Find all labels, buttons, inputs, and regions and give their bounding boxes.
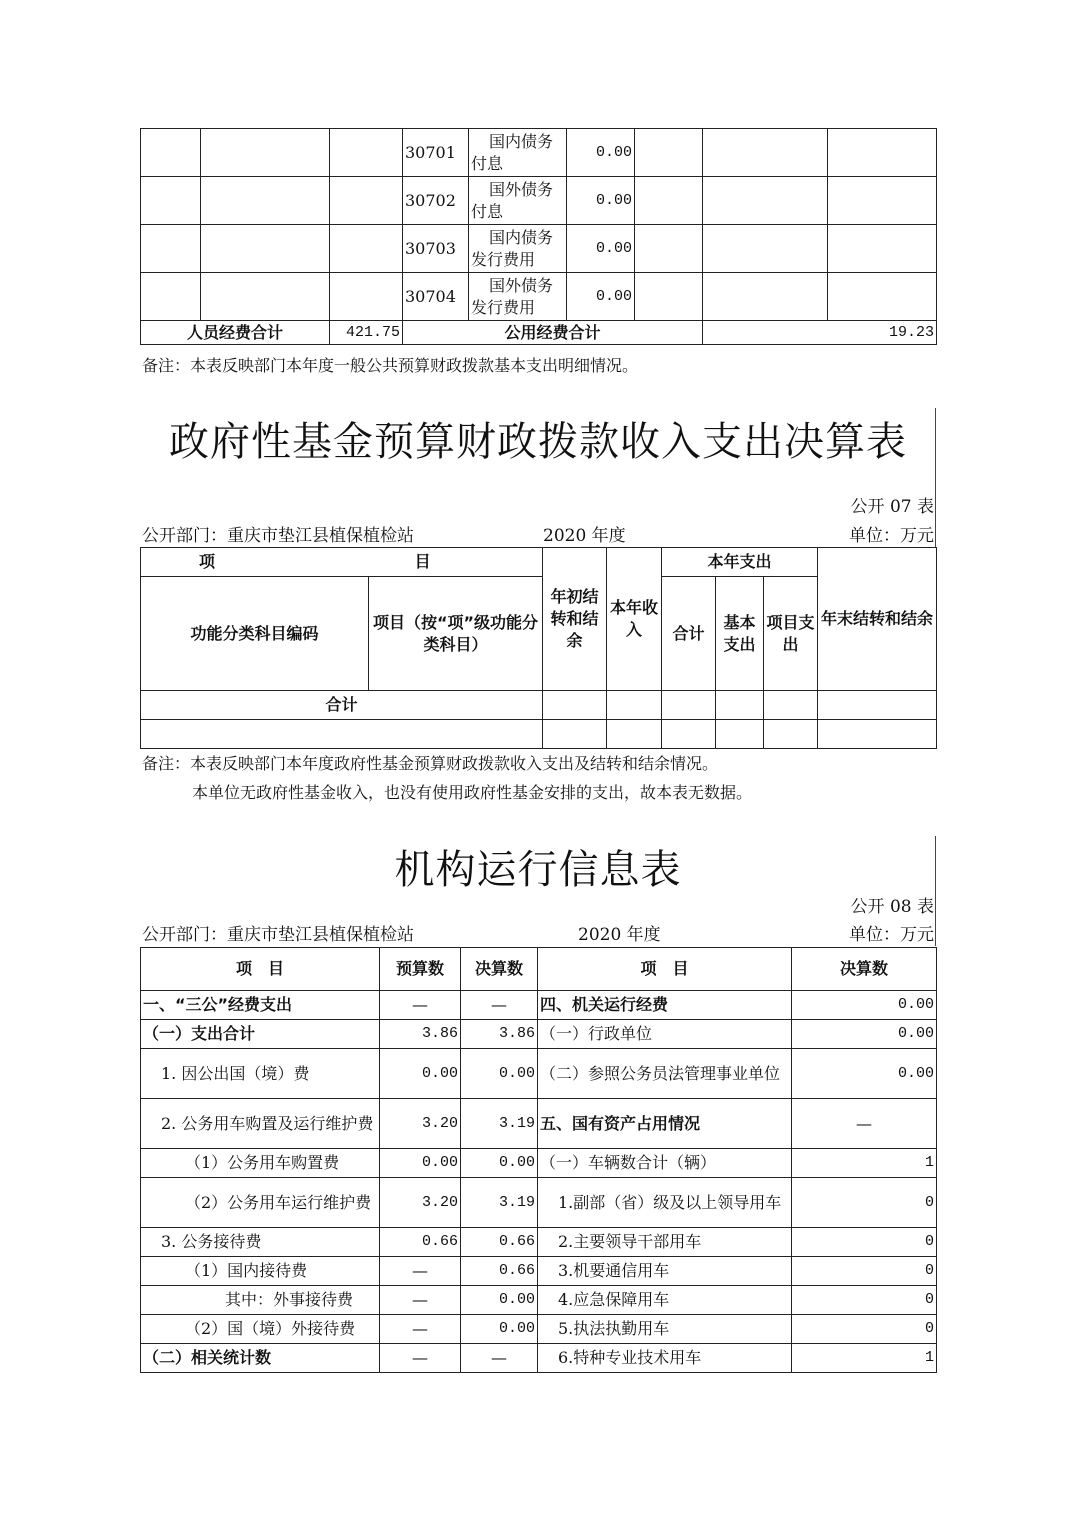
row-item-2: 五、国有资产占用情况: [538, 1099, 792, 1149]
basic-expense-table-tail: [140, 128, 937, 345]
cell: [330, 177, 403, 225]
row-item-2: 5.执法执勤用车: [538, 1315, 792, 1344]
row-budget: 3.20: [380, 1178, 461, 1228]
econ-name: 国外债务付息: [469, 177, 567, 225]
cell: [141, 720, 543, 749]
table-row: [141, 273, 937, 321]
table-row: [141, 129, 937, 177]
row-budget: 0.66: [380, 1228, 461, 1257]
gov-fund-unit: 单位：万元: [849, 526, 934, 546]
row-budget: 3.20: [380, 1099, 461, 1149]
cell: [635, 129, 703, 177]
econ-value: 0.00: [567, 225, 635, 273]
row-item-2: （一）行政单位: [538, 1020, 792, 1049]
org-info-title: 机构运行信息表: [394, 847, 682, 893]
row-budget: —: [380, 1315, 461, 1344]
row-item: （1）国内接待费: [141, 1257, 380, 1286]
row-item: （2）公务用车运行维护费: [141, 1178, 380, 1228]
row-final: —: [461, 1344, 538, 1373]
row-final-2: 0.00: [792, 1020, 937, 1049]
row-item-2: 2.主要领导干部用车: [538, 1228, 792, 1257]
cell: [764, 691, 818, 720]
cell: [607, 720, 662, 749]
row-final-2: 0.00: [792, 991, 937, 1020]
row-final: 3.19: [461, 1099, 538, 1149]
gov-fund-title: 政府性基金预算财政拨款收入支出决算表: [169, 419, 907, 465]
header-name: 项目（按“项”级功能分类科目）: [369, 577, 543, 691]
row-item-2: （二）参照公务员法管理事业单位: [538, 1049, 792, 1099]
row-budget: —: [380, 1257, 461, 1286]
cell: [607, 691, 662, 720]
cell: [703, 129, 828, 177]
row-final: —: [461, 991, 538, 1020]
row-final: 0.00: [461, 1149, 538, 1178]
row-budget: —: [380, 1344, 461, 1373]
row-item-2: 6.特种专业技术用车: [538, 1344, 792, 1373]
row-final: 0.66: [461, 1257, 538, 1286]
row-final: 0.00: [461, 1286, 538, 1315]
row-item: （2）国（境）外接待费: [141, 1315, 380, 1344]
personnel-total-label: 人员经费合计: [141, 321, 330, 345]
row-final-2: 0: [792, 1178, 937, 1228]
cell: [141, 177, 201, 225]
header-code: 功能分类科目编码: [141, 577, 369, 691]
econ-name: 国外债务发行费用: [469, 273, 567, 321]
row-item-2: 四、机关运行经费: [538, 991, 792, 1020]
cell: [201, 129, 330, 177]
cell: [703, 225, 828, 273]
row-final-2: 0: [792, 1315, 937, 1344]
gov-fund-table: [140, 547, 937, 749]
row-final: 0.66: [461, 1228, 538, 1257]
row-final-2: 0.00: [792, 1049, 937, 1099]
header-basic: 基本支出: [716, 577, 764, 691]
table-row: [141, 1049, 937, 1099]
gov-fund-note-1: 备注：本表反映部门本年度政府性基金预算财政拨款收入支出及结转和结余情况。: [142, 754, 719, 773]
header-income: 本年收入: [607, 548, 662, 691]
header-budget: 预算数: [380, 948, 461, 991]
gov-fund-year: 2020 年度: [543, 526, 626, 546]
cell: [141, 225, 201, 273]
org-info-table-no: 公开 08 表: [850, 897, 934, 917]
row-final-2: 1: [792, 1344, 937, 1373]
header-item: 项 目: [141, 948, 380, 991]
header-item: 项 目: [141, 548, 543, 577]
org-info-year: 2020 年度: [578, 925, 661, 945]
header-project: 项目支出: [764, 577, 818, 691]
cell: [828, 225, 937, 273]
total-row-label: 合计: [141, 691, 543, 720]
header-total: 合计: [662, 577, 716, 691]
row-budget: —: [380, 1286, 461, 1315]
cell: [201, 225, 330, 273]
cell: [330, 273, 403, 321]
header-final: 决算数: [461, 948, 538, 991]
cell: [662, 691, 716, 720]
org-info-dept: 公开部门：重庆市垫江县植保植检站: [142, 925, 414, 945]
table-row: [141, 177, 937, 225]
table-row: [141, 1344, 937, 1373]
cell: [828, 129, 937, 177]
row-item: 1. 因公出国（境）费: [141, 1049, 380, 1099]
row-item-2: （一）车辆数合计（辆）: [538, 1149, 792, 1178]
cell: [764, 720, 818, 749]
header-item-2: 项 目: [538, 948, 792, 991]
row-budget: —: [380, 991, 461, 1020]
table-row: [141, 225, 937, 273]
header-end-balance: 年末结转和结余: [818, 548, 937, 691]
table-row: [141, 1020, 937, 1049]
row-item-2: 3.机要通信用车: [538, 1257, 792, 1286]
row-item: （一）支出合计: [141, 1020, 380, 1049]
row-final-2: 0: [792, 1228, 937, 1257]
econ-code: 30702: [403, 177, 469, 225]
row-final-2: 1: [792, 1149, 937, 1178]
econ-value: 0.00: [567, 129, 635, 177]
econ-code: 30703: [403, 225, 469, 273]
public-total-label: 公用经费合计: [403, 321, 703, 345]
table-row: [141, 1099, 937, 1149]
cell: [141, 273, 201, 321]
cell: [635, 177, 703, 225]
econ-name: 国内债务付息: [469, 129, 567, 177]
cell: [828, 273, 937, 321]
econ-code: 30701: [403, 129, 469, 177]
row-budget: 0.00: [380, 1149, 461, 1178]
row-final: 3.19: [461, 1178, 538, 1228]
cell: [330, 129, 403, 177]
table-row: [141, 1178, 937, 1228]
org-info-table: [140, 947, 937, 1373]
cell: [201, 273, 330, 321]
row-item: （二）相关统计数: [141, 1344, 380, 1373]
row-item-2: 4.应急保障用车: [538, 1286, 792, 1315]
cell: [703, 273, 828, 321]
personnel-total-value: 421.75: [330, 321, 403, 345]
cell: [703, 177, 828, 225]
cell: [818, 691, 937, 720]
table-row: [141, 1286, 937, 1315]
table-row: [141, 1315, 937, 1344]
header-expense: 本年支出: [662, 548, 818, 577]
cell: [330, 225, 403, 273]
header-final-2: 决算数: [792, 948, 937, 991]
cell: [201, 177, 330, 225]
econ-name: 国内债务发行费用: [469, 225, 567, 273]
cell: [635, 225, 703, 273]
cell: [828, 177, 937, 225]
gov-fund-table-no: 公开 07 表: [850, 497, 934, 517]
summary-row: [141, 321, 937, 345]
header-begin-balance: 年初结转和结余: [543, 548, 607, 691]
cell: [543, 691, 607, 720]
basic-expense-note: 备注：本表反映部门本年度一般公共预算财政拨款基本支出明细情况。: [142, 356, 639, 375]
cell: [635, 273, 703, 321]
table-row: [141, 991, 937, 1020]
row-budget: 0.00: [380, 1049, 461, 1099]
row-final: 0.00: [461, 1315, 538, 1344]
cell: [818, 720, 937, 749]
gov-fund-dept: 公开部门：重庆市垫江县植保植检站: [142, 526, 414, 546]
public-total-value: 19.23: [703, 321, 937, 345]
table-row: [141, 1228, 937, 1257]
row-item-2: 1.副部（省）级及以上领导用车: [538, 1178, 792, 1228]
cell: [716, 691, 764, 720]
econ-value: 0.00: [567, 273, 635, 321]
row-item: 一、“三公”经费支出: [141, 991, 380, 1020]
row-budget: 3.86: [380, 1020, 461, 1049]
row-final-2: 0: [792, 1257, 937, 1286]
econ-value: 0.00: [567, 177, 635, 225]
row-final: 0.00: [461, 1049, 538, 1099]
gov-fund-note-2: 本单位无政府性基金收入，也没有使用政府性基金安排的支出，故本表无数据。: [192, 783, 753, 802]
row-item: 2. 公务用车购置及运行维护费: [141, 1099, 380, 1149]
row-item: 其中：外事接待费: [141, 1286, 380, 1315]
row-item: 3. 公务接待费: [141, 1228, 380, 1257]
row-final-2: 0: [792, 1286, 937, 1315]
org-info-unit: 单位：万元: [849, 925, 934, 945]
cell: [141, 129, 201, 177]
cell: [662, 720, 716, 749]
row-final: 3.86: [461, 1020, 538, 1049]
table-row: [141, 1257, 937, 1286]
table-row: [141, 1149, 937, 1178]
econ-code: 30704: [403, 273, 469, 321]
cell: [716, 720, 764, 749]
cell: [543, 720, 607, 749]
row-final-2: —: [792, 1099, 937, 1149]
row-item: （1）公务用车购置费: [141, 1149, 380, 1178]
